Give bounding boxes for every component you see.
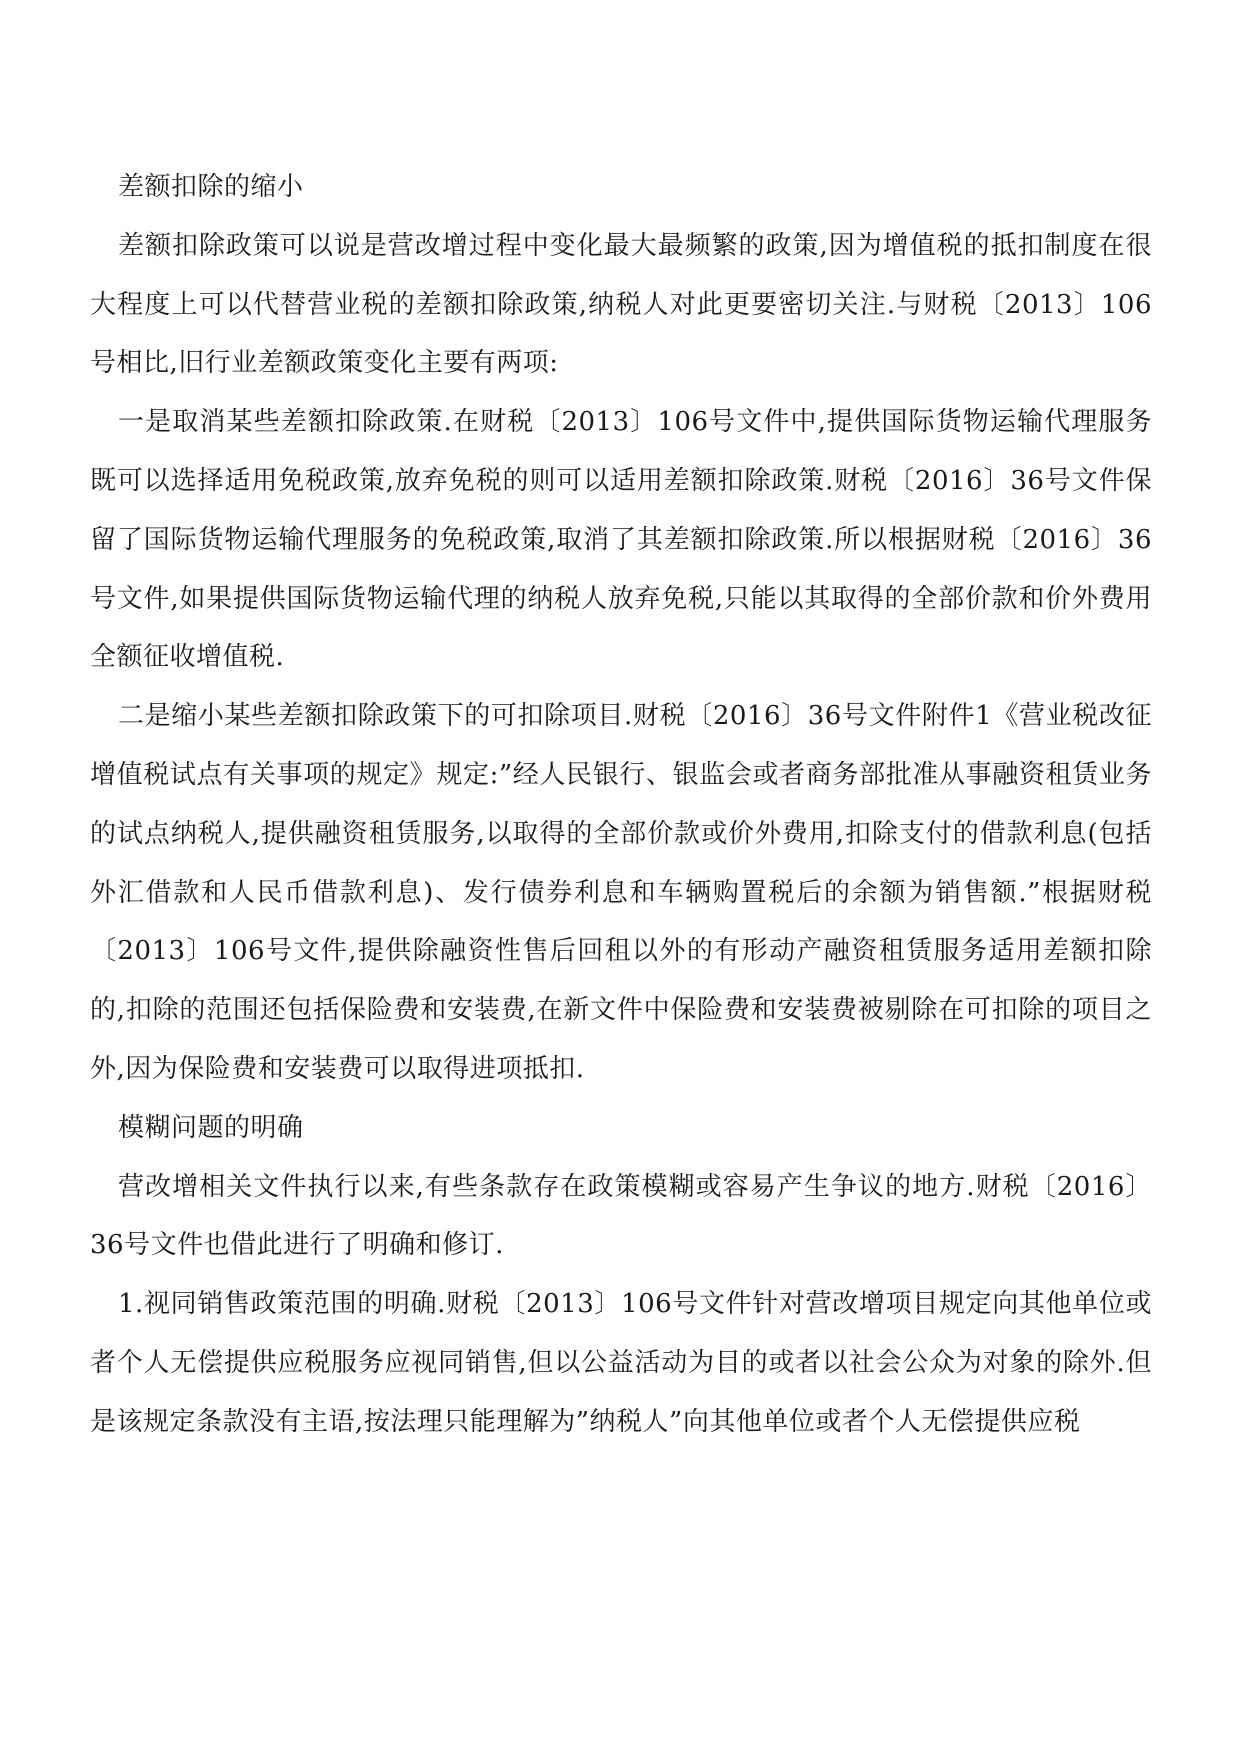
paragraph-4: 营改增相关文件执行以来,有些条款存在政策模糊或容易产生争议的地方.财税〔2016〕36号文件也借此进行了明确和修订. bbox=[90, 1171, 1152, 1261]
section-heading-1: 差额扣除的缩小 bbox=[118, 172, 304, 202]
section-heading-2: 模糊问题的明确 bbox=[118, 1112, 304, 1143]
paragraph-5: 1.视同销售政策范围的明确.财税〔2013〕106号文件针对营改增项目规定向其他单位或者个人无偿提供应税服务应视同销售,但以公益活动为目的或者以社会公众为对象的除外.但是该规定条款没有主语,按法理只能理解为”纳税人”向其他单位或者个人无偿提供应税 bbox=[90, 1289, 1152, 1437]
paragraph-2: 一是取消某些差额扣除政策.在财税〔2013〕106号文件中,提供国际货物运输代理服务既可以选择适用免税政策,放弃免税的则可以适用差额扣除政策.财税〔2016〕36号文件保留了国际货物运输代理服务的免税政策,取消了其差额扣除政策.所以根据财税〔2016〕36号文件,如果提供国际货物运输代理的纳税人放弃免税,只能以其取得的全部价款和价外费用全额征收增值税. bbox=[90, 407, 1152, 673]
paragraph-1: 差额扣除政策可以说是营改增过程中变化最大最频繁的政策,因为增值税的抵扣制度在很大程度上可以代替营业税的差额扣除政策,纳税人对此更要密切关注.与财税〔2013〕106号相比,旧行业差额政策变化主要有两项: bbox=[90, 230, 1152, 379]
paragraph-3: 二是缩小某些差额扣除政策下的可扣除项目.财税〔2016〕36号文件附件1《营业税改征增值税试点有关事项的规定》规定:”经人民银行、银监会或者商务部批准从事融资租赁业务的试点纳税人,提供融资租赁服务,以取得的全部价款或价外费用,扣除支付的借款利息(包括外汇借款和人民币借款利息)、发行债券利息和车辆购置税后的余额为销售额.”根据财税〔2013〕106号文件,提供除融资性售后回租以外的有形动产融资租赁服务适用差额扣除的,扣除的范围还包括保险费和安装费,在新文件中保险费和安装费被剔除在可扣除的项目之外,因为保险费和安装费可以取得进项抵扣. bbox=[90, 701, 1152, 1084]
document-page bbox=[90, 158, 1152, 1452]
